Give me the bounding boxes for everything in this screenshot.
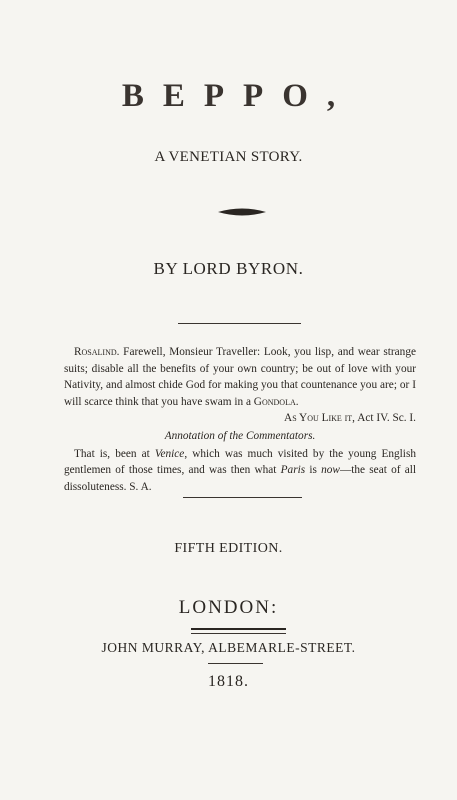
book-subtitle: A VENETIAN STORY. xyxy=(154,149,303,165)
double-rule-thick xyxy=(191,628,286,630)
double-rule-thin xyxy=(191,633,286,634)
epigraph-gondola: Gondola xyxy=(253,395,296,408)
imprint-year: 1818. xyxy=(208,673,249,690)
epigraph-speaker: Rosalind. xyxy=(74,346,120,358)
author-byline: BY LORD BYRON. xyxy=(153,259,304,278)
epigraph-annotation-heading: Annotation of the Commentators. xyxy=(164,429,316,442)
divider-rule xyxy=(183,497,302,498)
ornament-dash-icon xyxy=(218,207,266,217)
imprint-city: LONDON: xyxy=(178,597,279,618)
epigraph-speech: Rosalind. Farewell, Monsieur Traveller: Look, you lisp, and wear strange suits; disable all the benefits of your own country; be out of love with your Nativity, and almost chide God for making you that countenance you are; or I will scarce think that you have swam in a Gondola. xyxy=(64,346,416,408)
imprint-publisher: JOHN MURRAY, ALBEMARLE-STREET. xyxy=(101,640,356,655)
epigraph xyxy=(64,344,416,495)
divider-rule xyxy=(208,663,263,664)
edition-label: FIFTH EDITION. xyxy=(174,541,283,556)
epigraph-note: That is, been at Venice, which was much visited by the young English gentlemen of those times, and was then what Paris is now—the seat of all dissoluteness. S. A. xyxy=(64,447,416,493)
book-title: BEPPO, xyxy=(121,78,355,114)
divider-rule xyxy=(178,323,301,324)
epigraph-source: As You Like it, Act IV. Sc. I. xyxy=(284,412,416,425)
